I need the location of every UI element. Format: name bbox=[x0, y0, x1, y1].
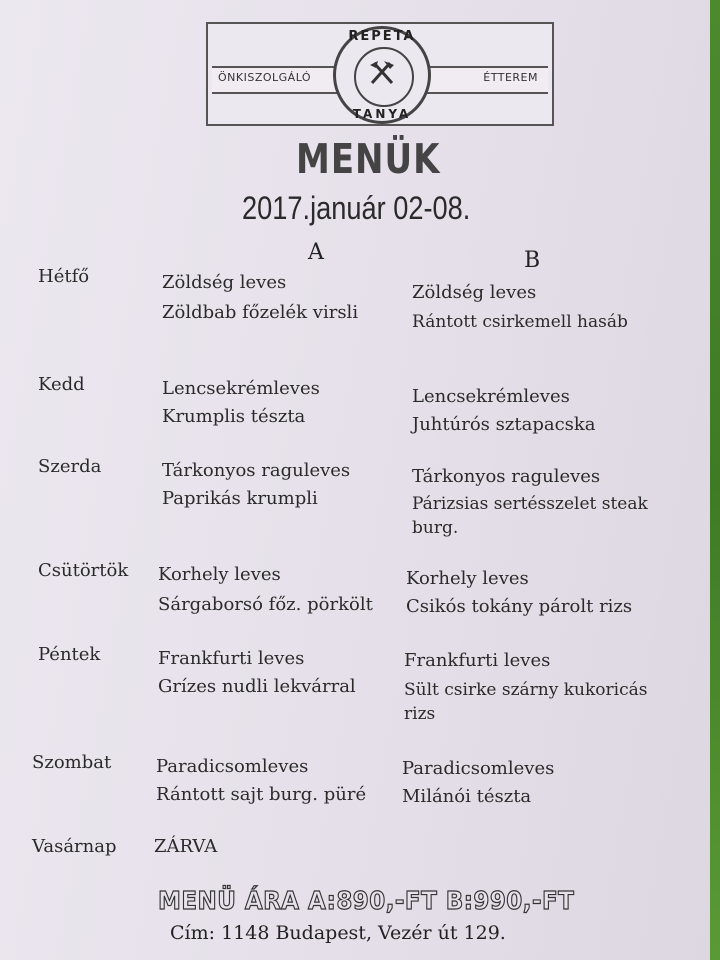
seal-top-text: REPETA bbox=[348, 29, 416, 44]
menu-a-item: Paradicsomleves bbox=[156, 756, 309, 777]
menu-a-item: Sárgaborsó főz. pörkölt bbox=[158, 594, 373, 615]
menu-b-item: Paradicsomleves bbox=[402, 758, 555, 779]
menu-b-item: Lencsekrémleves bbox=[412, 386, 570, 407]
menu-b-item: Rántott csirkemell hasáb bbox=[412, 312, 628, 332]
day-label: Vasárnap bbox=[32, 836, 117, 857]
menu-b-item: Párizsias sertésszelet steak bbox=[412, 494, 648, 514]
menu-b-item: rizs bbox=[404, 704, 436, 724]
menu-a-item: Korhely leves bbox=[158, 564, 281, 585]
restaurant-logo bbox=[206, 22, 554, 126]
crossed-tools-icon bbox=[366, 57, 398, 89]
menu-b-item: Sült csirke szárny kukoricás bbox=[404, 680, 648, 700]
day-label: Szombat bbox=[32, 752, 112, 773]
menu-a-item: Zöldbab főzelék virsli bbox=[162, 302, 359, 323]
menu-b-item: Frankfurti leves bbox=[404, 650, 551, 671]
page-title: MENÜK bbox=[296, 136, 441, 184]
menu-a-item: Rántott sajt burg. püré bbox=[156, 784, 367, 805]
menu-a-item: Lencsekrémleves bbox=[162, 378, 320, 399]
day-label: Szerda bbox=[38, 456, 102, 477]
menu-b-item: Korhely leves bbox=[406, 568, 529, 589]
closed-label: ZÁRVA bbox=[154, 836, 218, 857]
menu-price: MENÜ ÁRA A:890,-FT B:990,-FT bbox=[158, 886, 575, 915]
menu-date: 2017.január 02-08. bbox=[242, 190, 471, 226]
day-label: Csütörtök bbox=[38, 560, 129, 581]
menu-a-item: Paprikás krumpli bbox=[162, 488, 318, 509]
logo-seal bbox=[333, 26, 431, 124]
day-label: Péntek bbox=[38, 644, 101, 665]
menu-b-item: Zöldség leves bbox=[412, 282, 537, 303]
menu-b-item: Csikós tokány párolt rizs bbox=[406, 596, 633, 617]
menu-b-item: Juhtúrós sztapacska bbox=[412, 414, 596, 435]
day-label: Kedd bbox=[38, 374, 85, 395]
menu-b-item: Tárkonyos raguleves bbox=[412, 466, 601, 487]
menu-a-item: Zöldség leves bbox=[162, 272, 287, 293]
table-edge bbox=[710, 0, 720, 960]
restaurant-address: Cím: 1148 Budapest, Vezér út 129. bbox=[170, 922, 506, 944]
menu-a-item: Krumplis tészta bbox=[162, 406, 306, 427]
logo-right-text: ÉTTEREM bbox=[483, 71, 538, 84]
menu-a-item: Frankfurti leves bbox=[158, 648, 305, 669]
day-label: Hétfő bbox=[38, 266, 90, 287]
column-b-header: B bbox=[524, 248, 541, 273]
column-a-header: A bbox=[308, 240, 324, 265]
logo-left-text: ÖNKISZOLGÁLÓ bbox=[218, 71, 312, 84]
seal-bottom-text: TANYA bbox=[352, 107, 412, 121]
menu-a-item: Tárkonyos raguleves bbox=[162, 460, 351, 481]
menu-b-item: Milánói tészta bbox=[402, 786, 532, 807]
menu-b-item: burg. bbox=[412, 518, 459, 538]
menu-a-item: Grízes nudli lekvárral bbox=[158, 676, 356, 697]
